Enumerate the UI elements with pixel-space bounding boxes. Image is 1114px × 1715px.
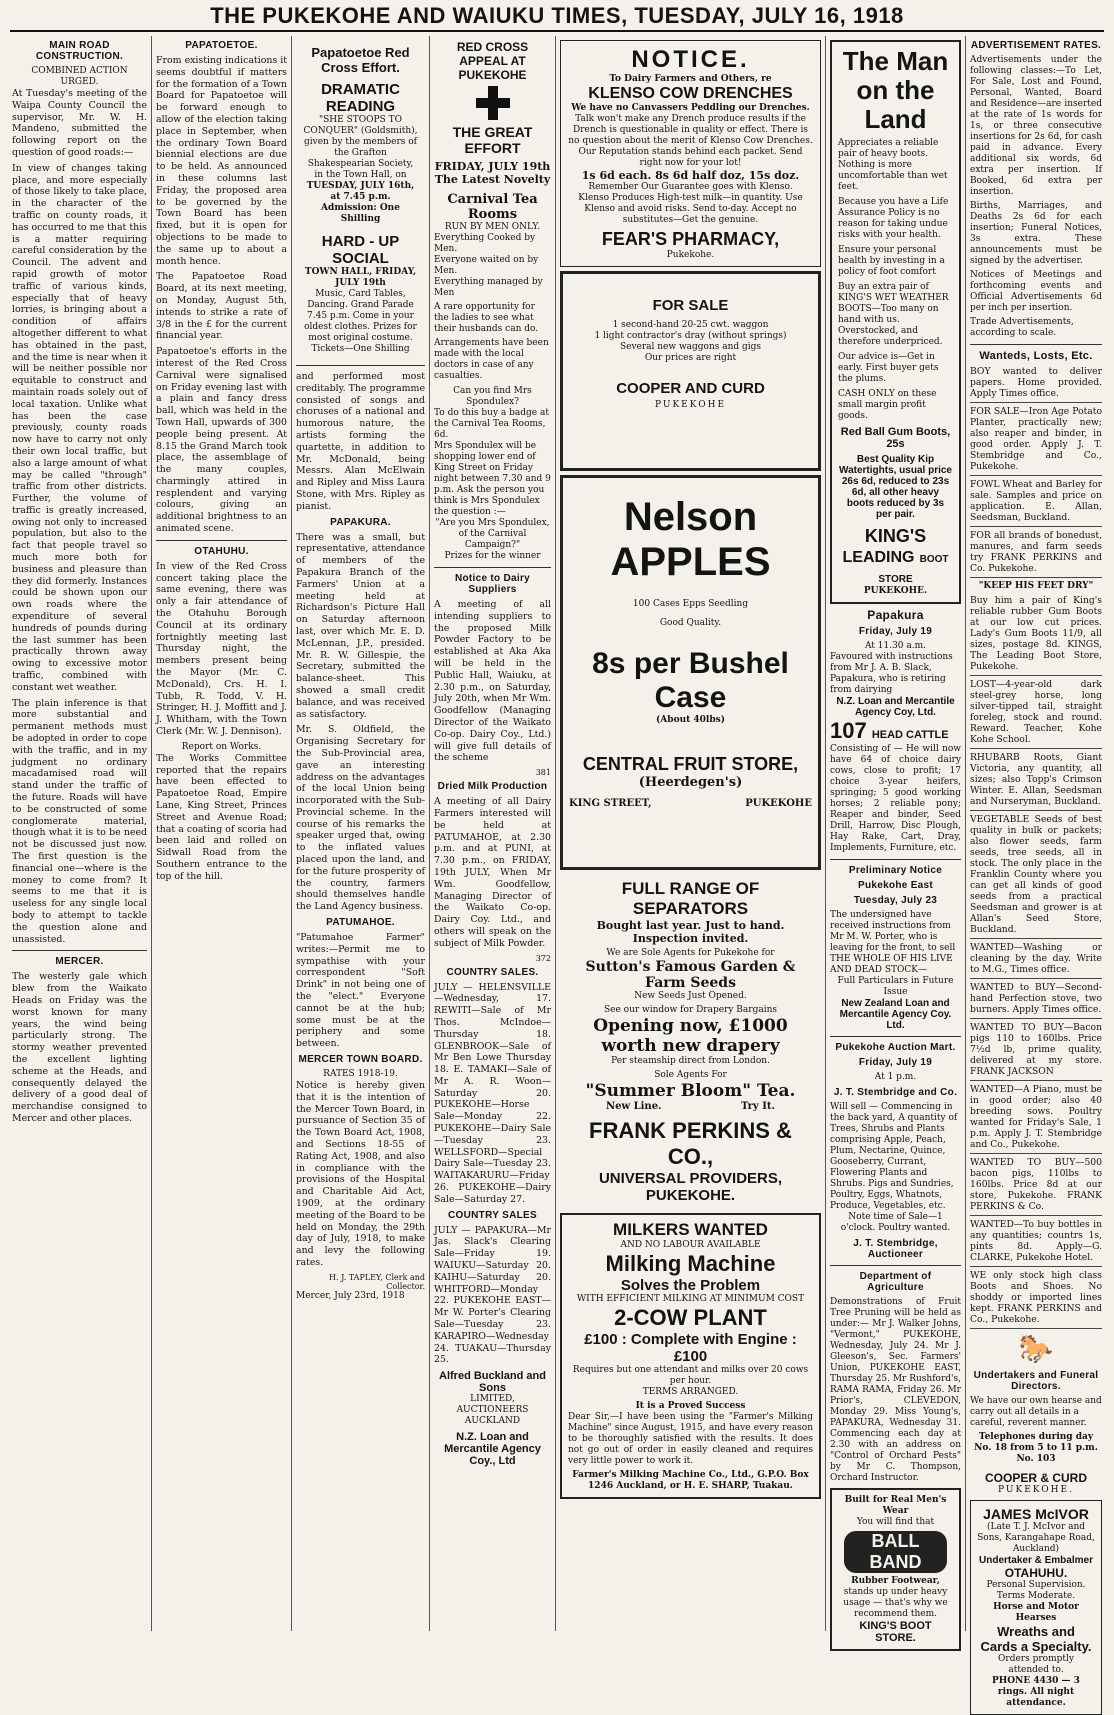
notice-subheading: To Dairy Farmers and Others, re [609,74,772,84]
separators-line: Bought last year. Just to hand. [596,919,785,932]
ball-band-rubber: Rubber Footwear, [851,1576,940,1586]
article-paragraph: The plain inference is that more substantial and permanent methods must be adopted in order to cope with the traffic, and in my judgment no ordinary macadamised road will stand under the traffic of the future. Roads will have to be constructed of some conglomerate material, though what it is to be need not be discussed just now. The first question is the financial one—where is the money to come from? It seems to me that it is useless for any single local body to attempt to tackle the question alone and unassisted. [12,697,147,945]
klenso-line: Talk won't make any Drench produce results if the Drench is questionable in quality or effect. There is no question about the merit of Klenso Cow Drenches. Our Reputation stands behind each packet. Send right now for your lot! [568,114,813,168]
divider [830,1036,961,1037]
auction-mart-date: Friday, July 19 [858,1057,933,1068]
dramatic-reading-date: TUESDAY, JULY 16th, at 7.45 p.m. Admission: One Shilling [306,181,415,224]
red-cross-icon [476,86,510,120]
subheading-report-on-works: Report on Works. [181,741,262,752]
man-on-the-land-heading: The Man on the Land [842,46,949,134]
pukekohe-east-date: Tuesday, July 23 [853,895,938,906]
for-sale-ad [560,271,821,471]
subheading-combined-action: COMBINED ACTION URGED. [31,66,128,87]
ball-band-top: Built for Real Men's Wear [844,1495,947,1516]
farmers-milking-machine-co: Farmer's Milking Machine Co., Ltd., G.P.O. Box 1246 Auckland, or H. E. SHARP, Tuakau. [572,1470,809,1491]
apples-heading: APPLES [610,540,771,584]
summer-bloom-tea: "Summer Bloom" Tea. [585,1081,796,1101]
for-sale-heading: FOR SALE [652,297,729,314]
article-paragraph: and performed most creditably. The programme consisted of songs and choruses of a national and humorous nature, the artists forming the quartette, in addition to Mr. McDonald, being Messrs. Alan McElwain and Ripley and Miss Laura Stone, with Mrs. Ripley as pianist. [296,371,425,512]
leading-word: LEADING [842,549,915,566]
tea-rooms-line: Everything Cooked by Men. [434,233,536,254]
ball-band-bottom: stands up under heavy usage — that's why we recommend them. [843,1587,948,1619]
divider [830,1265,961,1266]
tea-rooms-line: Everyone waited on by Men. [434,255,539,276]
classified-ad: LOST—4-year-old dark steel-grey horse, long silver-tipped tail, straight foreleg, stock and round. Reward. Teacher, Kohe Kohe School. [970,679,1102,749]
dairy-suppliers-body: A meeting of all intending suppliers to the proposed Milk Powder Factory to be established at Aka Aka will be held in the Public Hall, Waiuku, at 2.30 p.m., on Saturday, July 20th, when Mr Wm. Goodfellow (Managing Director of the Waikato Co-op. Dairy Coy., Ltd.) will give full details of the scheme [434,599,551,764]
stembridge-heading: J. T. Stembridge and Co. [833,1087,958,1098]
two-cow-plant-line: Requires but one attendant and milks over 20 cows per hour. [572,1365,809,1386]
papakura-time: At 11.30 a.m. [864,641,927,651]
column-center-ads [556,36,826,1631]
column-main-road [8,36,152,1631]
kings-heading: KING'S [864,526,927,546]
frank-perkins-ad [560,874,821,1209]
country-sales-list: JULY — PAPAKURA—Mr Jas. Slack's Clearing Sale—Friday 19. WAIUKU—Saturday 20. KAIHU—Saturday 20. WHITFORD—Monday 22. PUKEKOHE EAST—Mr W. Porter's Clearing Sale—Tuesday 23. KARAPIRO—Wednesday 24. TUAKAU—Thursday 25. [434,1224,551,1366]
hard-up-social-details: Music, Card Tables, Dancing. Grand Parade 7.45 p.m. Come in your oldest clothes. Prizes for most original costume. Tickets—One Shilling [304,289,417,354]
ball-band-store: KING'S BOOT STORE. [859,1620,932,1644]
man-on-the-land-ad [830,40,961,604]
department-agriculture-body: Demonstrations of Fruit Tree Pruning will be held as under:— Mr J. Walker Johns, "Vermont," PUKEKOHE, Wednesday, July 24. Mr J. Gleeson's, Sec. Farmers' Union, PUKEKOHE EAST, Thursday 25. Mr Rushford's, RAMA RAMA, Friday 26. Mr Prior's, CLEVEDON, Monday 29. Miss Young's, PAPAKURA, Wednesday 31. Commencing each day at 2.30 with an address on "Control of Orchard Pests" by Mr C. Thompson, Orchard Instructor. [830,1297,961,1483]
classified-ad: BOY wanted to deliver papers. Home provided. Apply Times office. [970,366,1102,403]
article-paragraph: "Patumahoe Farmer" writes:—Permit me to sympathise with your correspondent "Soft Drink" in not being one of the "elect." Everyone cannot be at the hub; some must be at the periphery and some between. [296,932,425,1050]
wanteds-heading: Wanteds, Losts, Etc. [979,350,1093,362]
notice-signature: H. J. TAPLEY, Clerk and Collector. [329,1272,425,1291]
great-effort-date: FRIDAY, JULY 19th [434,160,551,173]
solves-problem-sub: WITH EFFICIENT MILKING AT MINIMUM COST [576,1294,805,1304]
kip-watertights: Best Quality Kip Watertights, usual price 26s 6d, reduced to 23s 6d, all other heavy boots reduced by 3s per pair. [839,454,952,520]
article-paragraph: At Tuesday's meeting of the Waipa County Council the supervisor, Mr. W. H. Mandeno, submitted the following report on the question of good roads:— [12,88,147,158]
column-red-cross [430,36,556,1631]
column-papatoetoe [152,36,292,1631]
spondulex-question: "Are you Mrs Spondulex, of the Carnival Campaign?" [435,518,550,550]
tea-rooms-line: Everything managed by Men [434,277,543,298]
frank-perkins-heading: FRANK PERKINS & CO., [589,1118,792,1169]
dried-milk-body: A meeting of all Dairy Farmers interested will be held at PATUMAHOE, at 2.30 p.m. and at PUNI, at 7.30 p.m., on FRIDAY, 19th JULY, When Mr Wm. Goodfellow, Managing Director of the Waikato Co-op. Dairy Coy. Ltd., and others will speak on the subject of Milk Powder. [434,796,551,949]
article-paragraph: The Papatoetoe Road Board, at its next meeting, on Monday, August 5th, intends to strike a rate of 3/8 in the £ for the current financial year. [156,271,287,342]
papakura-date: Friday, July 19 [858,626,933,637]
article-paragraph: Notice is hereby given that it is the intention of the Mercer Town Board, in pursuance of Section 35 of the Town Board Act, 1908, and Sections 18-55 of Rating Act, 1908, and also in compliance with the provisions of the Hospital and Charitable Aid Act, 1909, at the ordinary meeting of the Board to be held on Monday, the 29th day of July, 1918, to make and levy the following rates. [296,1080,425,1268]
summer-bloom-new-line: New Line. [606,1101,662,1112]
boots-bullet: Appreciates a reliable pair of heavy boots. Nothing is more uncomfortable than wet feet. [838,138,948,192]
boots-bullet: CASH ONLY on these small margin profit goods. [838,389,937,421]
department-agriculture-heading: Department of Agriculture [859,1271,932,1293]
column-kings-boots [826,36,966,1644]
kings-town: PUKEKOHE. [863,586,928,596]
mcivor-title: Undertaker & Embalmer [979,1555,1093,1566]
apples-price-note: (About 40lbs) [656,715,725,725]
classified-ad: WANTED to BUY—Second-hand Perfection stove, two burners. Apply Times office. [970,982,1102,1019]
classified-ad: FOR all brands of bonedust, manures, and farm seeds try FRANK PERKINS and Co. Pukekohe. [970,530,1102,578]
country-sales-list: JULY — HELENSVILLE—Wednesday, 17. REWITI—Sale of Mr Thos. McIndoe—Thursday 18. GLENBROOK—Sale of Mr Ben Lowe Thursday 18. E. TAMAKI—Sale of Mr A. R. Woon—Saturday 20. PUKEKOHE—Horse Sale—Monday 22. PUKEKOHE—Dairy Sale—Tuesday 23. WELLSFORD—Special Dairy Sale—Tuesday 23. WAITAKARURU—Friday 26. PUKEKOHE—Dairy Sale—Saturday 27. [434,981,551,1205]
separators-line: Inspection invited. [632,932,749,945]
classified-ad: WANTED—To buy bottles in any quantities; countrs 1s, pints 8d. Apply—G. CLARKE, Pukekohe Hotel. [970,1219,1102,1267]
classified-ad: WANTED—Washing or cleaning by the day. Write to M.G., Times office. [970,942,1102,979]
article-paragraph: There was a small, but representative, attendance of members of the Papakura Branch of the Farmers' Union at a meeting held at Richardson's Picture Hall on Saturday afternoon last, over which Mr. E. D. McLennan, J.P., presided. Mr. R. W. Gillespie, the Secretary, submitted the balance-sheet. This showed a small credit balance, and was received as satisfactory. [296,531,425,720]
summer-bloom-try-it: Try It. [740,1101,775,1112]
heading-otahuhu: OTAHUHU. [194,545,249,557]
keep-feet-dry-heading: "KEEP HIS FEET DRY" [978,581,1094,591]
subheading-rates: RATES 1918-19. [323,1069,398,1080]
undertakers-heading: Undertakers and Funeral Directors. [973,1370,1099,1392]
ball-band-ad [830,1488,961,1651]
two-cow-plant-line: TERMS ARRANGED. [642,1387,739,1397]
trade-rates: Trade Advertisements, according to scale. [970,317,1074,338]
mcivor-sub: (Late T. J. McIvor and Sons, Karangahape Road, Auckland) [977,1522,1095,1554]
auction-mart-note: Note time of Sale—1 o'clock. Poultry wanted. [840,1212,951,1233]
mcivor-town: OTAHUHU. [1004,1566,1068,1580]
boot-store-word: BOOT STORE [878,554,949,585]
births-rates: Births, Marriages, and Deaths 2s 6d for each insertion; Funeral Notices, 3s extra. These announcements must be signed by the advertiser. [970,201,1102,266]
klenso-line: Klenso Produces High-test milk—in quantity. Use Klenso and avoid risks. Send to-day. Accept no substitutes—Get the genuine. [578,193,803,225]
central-fruit-store-town: PUKEKOHE [745,798,812,809]
article-paragraph: Mr. S. Oldfield, the Organising Secretary for the Sub-Provincial area, gave an interesting address on the advantages of the local Union being incorporated with the Sub-Provincial scheme. In the course of his remarks the speaker urged that, owing to the inflated values placed upon the land, and for the future prosperity of the country, farmers should themselves handle the Land Agency business. [296,724,425,913]
spondulex-line: To do this buy a badge at the Carnival Tea Rooms, 6d. [434,408,549,440]
red-cross-effort-title: Papatoetoe Red Cross Effort. [311,45,410,75]
testimonial: Dear Sir,—I have been using the "Farmer's Milking Machine" since August, 1915, and have every reason to be thoroughly satisfied with the results. It does not go out of order in easily cleaned and requires very little power to work it. [568,1412,813,1466]
heading-mercer: MERCER. [55,956,104,968]
for-sale-item: 1 light contractor's dray (without springs) [594,331,787,341]
notices-rates: Notices of Meetings and forthcoming events and Official Advertisements 6d per inch per insertion. [970,270,1102,313]
classified-ad: WANTED TO BUY—Bacon pigs 110 to 160lbs. Price 7½d lb, prime quality, delivered at my store. FRANK JACKSON [970,1022,1102,1081]
red-ball-gum-boots: Red Ball Gum Boots, 25s [840,426,951,450]
dramatic-reading-subtitle: "SHE STOOPS TO CONQUER" (Goldsmith), given by the members of the Grafton Shakespearian Society, in the Town Hall, on [303,115,418,180]
great-effort-heading: THE GREAT EFFORT [452,124,533,156]
article-paragraph: In view of changes taking place, and more especially of those likely to take place, in the character of the traffic on county roads, it has occurred to me that this is a matter requiring careful consideration by the Council. The advent and rapid growth of motor traffic of various kinds, especially that of heavy lorries, is bringing about a condition of affairs altogether different to what has obtained in the past, and the time is near when it will be neither possible nor equitable to construct and maintain roads solely out of local taxation. Unlike what has been the case previously, county roads now have to carry not only their own local traffic, but also a large amount of what may be called "through" traffic from other districts. Further, the volume of traffic is greatly increased, owing not only to increased population, but also to the fact that people travel so much more both for business and pleasure than they did formerly. Instances could be shown upon our own roads where the expenditure of several hundreds of pounds during the last summer has been practically thrown away owing to excessive motor traffic, combined with constant wet weather. [12,162,147,693]
column-classifieds [966,36,1106,1708]
mcivor-phone: PHONE 4430 — 3 rings. All night attendance. [992,1676,1080,1708]
classified-ad: FOWL Wheat and Barley for sale. Samples and price on application. E. Allan, Seedsman, Buckland. [970,479,1102,527]
klenso-prices: 1s 6d each. 8s 6d half doz, 15s doz. [581,169,800,182]
heading-papatoetoe: PAPATOETOE. [185,40,258,51]
sole-agents-line: We are Sole Agents for Pukekohe for [606,948,775,958]
central-fruit-store-address: KING STREET, [569,798,652,809]
classified-ad: WE only stock high class Boots and Shoes. No shoddy or imported lines kept. FRANK PERKINS and Co., Pukekohe. [970,1270,1102,1329]
for-sale-item: Several new waggons and gigs [619,342,762,352]
cooper-curd-heading-2: COOPER & CURD [984,1471,1087,1485]
mcivor-line: Orders promptly attended to. [998,1654,1074,1675]
spondulex-prize: Prizes for the winner [444,551,541,561]
classified-ad: VEGETABLE Seeds of best quality in bulk or packets; also flower seeds, farm seeds, tree seeds, all in stock. The only place in the Franklin County where you can get all kinds of good seeds from a practical Seedsman and grower is at Allan's Seed Store, Buckland. [970,814,1102,939]
for-sale-item: 1 second-hand 20-25 cwt. waggon [612,320,769,330]
preliminary-notice-heading: Preliminary Notice [848,865,943,876]
preliminary-particulars: Full Particulars in Future Issue [837,976,954,997]
drapery-opening: Opening now, £1000 worth new drapery [593,1016,788,1056]
klenso-line: Remember Our Guarantee goes with Klenso. [588,182,793,192]
heading-mercer-town-board: MERCER TOWN BOARD. [298,1054,423,1066]
country-sales-heading: COUNTRY SALES [448,1209,537,1221]
red-cross-effort-ad [296,40,425,360]
frank-perkins-town: PUKEKOHE. [645,1187,736,1204]
masthead-title: THE PUKEKOHE AND WAIUKU TIMES, TUESDAY, JULY 16, 1918 [10,2,1104,32]
hard-up-social-heading: HARD - UP SOCIAL [321,233,400,267]
dairy-suppliers-heading: Notice to Dairy Suppliers [454,573,531,595]
milking-machine-heading: Milking Machine [605,1251,776,1276]
auction-mart-heading: Pukekohe Auction Mart. [835,1042,956,1053]
dried-milk-heading: Dried Milk Production [437,781,548,793]
wreaths-heading: Wreaths and Cards a Specialty. [980,1624,1092,1654]
ad-reference-number: 372 [535,953,551,963]
separators-heading: FULL RANGE OF SEPARATORS [621,879,760,918]
tea-rooms-line: A rare opportunity for the ladies to see what their husbands can do. [434,302,539,334]
ball-band-logo: BALL BAND [844,1531,947,1573]
auctioneer-details: LIMITED, AUCTIONEERS AUCKLAND [456,1394,529,1427]
nz-loan-heading-2: New Zealand Loan and Mercantile Agency Coy. Ltd. [839,998,952,1031]
notice-heading: NOTICE. [631,46,750,73]
mcivor-line: Personal Supervision. Terms Moderate. [986,1580,1086,1601]
spondulex-line: Mrs Spondulex will be shopping lower end of King Street on Friday night between 7.30 and 9 p.m. Ask the person you think is Mrs Spondulex the question :— [434,441,551,517]
spondulex-heading: Can you find Mrs Spondulex? [453,386,532,407]
article-paragraph: From existing indications it seems doubtful if matters for the formation of a Town Board for Papatoetoe will be forward enough to allow of the election taking place in September, when the ordinary Town Board biennial elections are due to be held. As announced in these columns last Friday, the proposed area to be governed by the Town Board has been fixed, but it is open for objections to be made to the same up to about a month hence. [156,55,287,267]
classified-ad: FOR SALE—Iron Age Potato Planter, practically new; also reaper and binder, in good order. Apply J. T. Stembridge and Co., Pukekohe. [970,406,1102,476]
drapery-line: See our window for Drapery Bargains [603,1005,777,1015]
stembridge-auctioneer: J. T. Stembridge, Auctioneer [853,1238,938,1260]
heading-patumahoe: PATUMAHOE. [326,917,395,929]
article-paragraph: The westerly gale which blew from the Waikato Heads on Friday was the worst known for many years, the wind being particularly strong. The stormy weather prevented the excellent lighting scheme at the Heads, and consequently delayed the delivery of a good deal of merchandise consigned to Mercer and other places. [12,971,147,1124]
boots-bullet: Because you have a Life Assurance Policy is no reason for taking undue risks with your health. [838,197,949,240]
dramatic-reading-heading: DRAMATIC READING [321,81,400,115]
latest-novelty: The Latest Novelty [434,173,551,186]
heading-papakura: PAPAKURA. [330,516,391,528]
for-sale-item: Our prices are right [644,353,737,363]
hearse-illustration-icon: 🐎 [1018,1332,1054,1365]
article-paragraph: The Works Committee reported that the repairs have been effected to Papatoetoe Road, Empire Lane, King Street, Princes Street and Avenue Road; that a coating of scoria had been laid and rolled on Sidwall Road from the Southern entrance to the top of the hill. [156,752,287,882]
milking-machine-ad [560,1213,821,1499]
advertisement-rates-body: Advertisements under the following classes:—To Let, For Sale, Lost and Found, Personal, Wanted, Board and Residence—are inserted at the rate of 1s words for 1s, or three consecutive insertions for 2s 6d, for cash paid in advance. Every additional six words, 6d extra per insertion. If Booked, 6d extra per insertion. [970,55,1102,197]
klenso-notice-ad [560,40,821,267]
heading-main-road: MAIN ROAD CONSTRUCTION. [35,40,124,62]
tea-rooms-line: Arrangements have been made with the local doctors in case of any casualties. [434,338,549,381]
milkers-wanted-sub: AND NO LABOUR AVAILABLE [620,1240,761,1250]
central-fruit-store: CENTRAL FRUIT STORE, [582,754,799,774]
classified-ad: WANTED—A Piano, must be in good order; also 40 breeding sows. Poultry wanted for Friday's Sale, 1 p.m. Apply J. T. Stembridge and Co., Pukekohe. [970,1084,1102,1154]
ad-reference-number: 381 [535,768,551,778]
classified-ad: RHUBARB Roots, Giant Victoria, any quantity, all sizes; also Topp's Crimson Winter. E. Allan, Seedsman and Nurseryman, Buckland. [970,752,1102,811]
papakura-favoured: Favoured with instructions from Mr J. A. B. Slack, Papakura, who is retiring from dairying [830,652,953,695]
column-papatoetoe-ads [292,36,430,1631]
proved-success: It is a Proved Success [635,1401,746,1411]
nelson-apples-ad [560,475,821,870]
auction-mart-time: At 1 p.m. [874,1072,917,1082]
two-cow-plant-price: £100 : Complete with Engine : £100 [584,1331,797,1365]
hard-up-social-venue: TOWN HALL, FRIDAY, JULY 19th [304,267,417,288]
two-cow-plant: 2-COW PLANT [614,1305,767,1330]
classified-ad: WANTED TO BUY—500 bacon pigs, 110lbs to 160lbs. Price 8d at our store, Pukekohe. FRANK PERKINS & Co. [970,1157,1102,1216]
cattle-details: Consisting of — He will now have 64 of choice dairy cows, close to profit; 17 choice 3-year heifers, springing; 5 good working horses; 2 reliable pony; Reaper and binder, Seed Drill, Harrow, Disc Plough, Hay Rake, Cart, Dray, Implements, Furniture, etc. [830,744,961,853]
mcivor-heading: JAMES McIVOR [983,1506,1089,1522]
apples-detail: 100 Cases Epps Seedling [632,599,749,609]
boots-bullet: Buy an extra pair of KING'S WET WEATHER BOOTS—Too many on hand with us. Overstocked, and therefore underpriced. [838,282,949,347]
sutton-seeds-sub: New Seeds Just Opened. [634,991,747,1001]
advertisement-rates-heading: ADVERTISEMENT RATES. [970,40,1102,51]
frank-perkins-subtitle: UNIVERSAL PROVIDERS, [598,1170,783,1187]
divider [434,567,551,568]
cooper-curd-town-2: PUKEKOHE. [998,1485,1074,1495]
tea-rooms-heading: Carnival Tea Rooms [447,192,538,222]
divider [12,950,147,951]
fears-town: Pukekohe. [666,250,715,260]
klenso-line: We have no Canvassers Peddling our Drenches. [571,103,810,113]
cattle-count: 107 [830,718,867,743]
preliminary-notice-body: The undersigned have received instructions from Mr M. W. Porter, who is leaving for the front, to sell THE WHOLE OF HIS LIVE AND DEAD STOCK— [830,910,956,975]
country-sales-heading: COUNTRY SALES. [446,966,539,978]
cooper-curd-heading: COOPER AND CURD [616,380,765,397]
ball-band-find: You will find that [856,1517,935,1527]
fears-pharmacy: FEAR'S PHARMACY, [601,229,780,249]
nelson-heading: Nelson [623,495,758,539]
auctioneer-name: Alfred Buckland and Sons [439,1370,546,1395]
nz-loan-name: N.Z. Loan and Mercantile Agency Coy., Ltd [444,1431,541,1468]
classified-ad: Buy him a pair of King's reliable rubber Gum Boots at our low cut prices. Lady's Gum Boots 11/9, all sizes, postage 8d. KINGS, The Leading Boot Store, Pukekohe. [970,595,1102,676]
cooper-curd-town: PUKEKOHE [654,400,727,410]
article-paragraph: Papatoetoe's efforts in the interest of the Red Cross Carnival were signalised on Friday evening last with a plain and fancy dress ball, which was held in the Town Hall, upwards of 300 people being present. At 8.15 the Grand March took place, the assemblage of the many couples, charmingly attired in resplendent and varying colours, giving an additional brightness to an animated scene. [156,346,287,535]
divider [970,344,1102,345]
telephones-line: Telephones during day No. 18 from 5 to 11 p.m. No. 103 [974,1432,1098,1464]
summer-bloom-pre: Sole Agents For [654,1070,727,1080]
mcivor-line: Horse and Motor Hearses [993,1602,1079,1623]
notice-date: Mercer, July 23rd, 1918 [296,1290,405,1301]
tea-rooms-subtitle: RUN BY MEN ONLY. [444,222,541,232]
solves-problem: Solves the Problem [620,1277,761,1294]
red-cross-appeal-heading: RED CROSS APPEAL AT PUKEKOHE [456,40,529,82]
drapery-opening-sub: Per steamship direct from London. [611,1056,770,1066]
divider [296,365,425,366]
divider [830,859,961,860]
divider [156,540,287,541]
cattle-heading: HEAD CATTLE [871,729,949,741]
mcivor-ad [970,1500,1102,1715]
sutton-seeds: Sutton's Famous Garden & Farm Seeds [585,959,796,991]
apples-price: 8s per Bushel Case [592,647,789,714]
central-fruit-store-owner: (Heerdegen's) [638,775,743,790]
boots-bullet: Ensure your personal health by investing in a policy of foot comfort [838,245,945,277]
pukekohe-east-heading: Pukekohe East [857,880,934,891]
klenso-heading: KLENSO COW DRENCHES [588,85,793,102]
boots-bullet: Our advice is—Get in early. First buyer gets the plums. [838,352,939,384]
article-paragraph: In view of the Red Cross concert taking place the same evening, there was only a fair attendance of the Otahuhu Borough Council at its ordinary fortnightly meeting last Thursday night, the members present being the Mayor (Mr. C. McDonald), Crs. H. I. Tubb, R. Todd, V. H. Stringer, H. J. Moffitt and J. J. Whitham, with the Town Clerk (Mr. W. J. Dennison). [156,560,287,738]
milkers-wanted: MILKERS WANTED [613,1220,768,1239]
auction-mart-body: Will sell — Commencing in the back yard, A quantity of Trees, Shrubs and Plants comprising Apple, Peach, Plum, Nectarine, Quince, Gooseberry, Currant, Flowering Plants and Shrubs. Pigs and Sundries, Poultry, Eggs, Whatnots, Produce, Vegetables, etc. [830,1102,958,1211]
undertakers-body: We have our own hearse and carry out all details in a careful, reverent manner. [970,1396,1102,1428]
papakura-heading: Papakura [867,608,924,622]
nz-loan-heading: N.Z. Loan and Mercantile Agency Coy, Ltd. [836,696,955,718]
apples-detail: Good Quality. [659,618,722,628]
